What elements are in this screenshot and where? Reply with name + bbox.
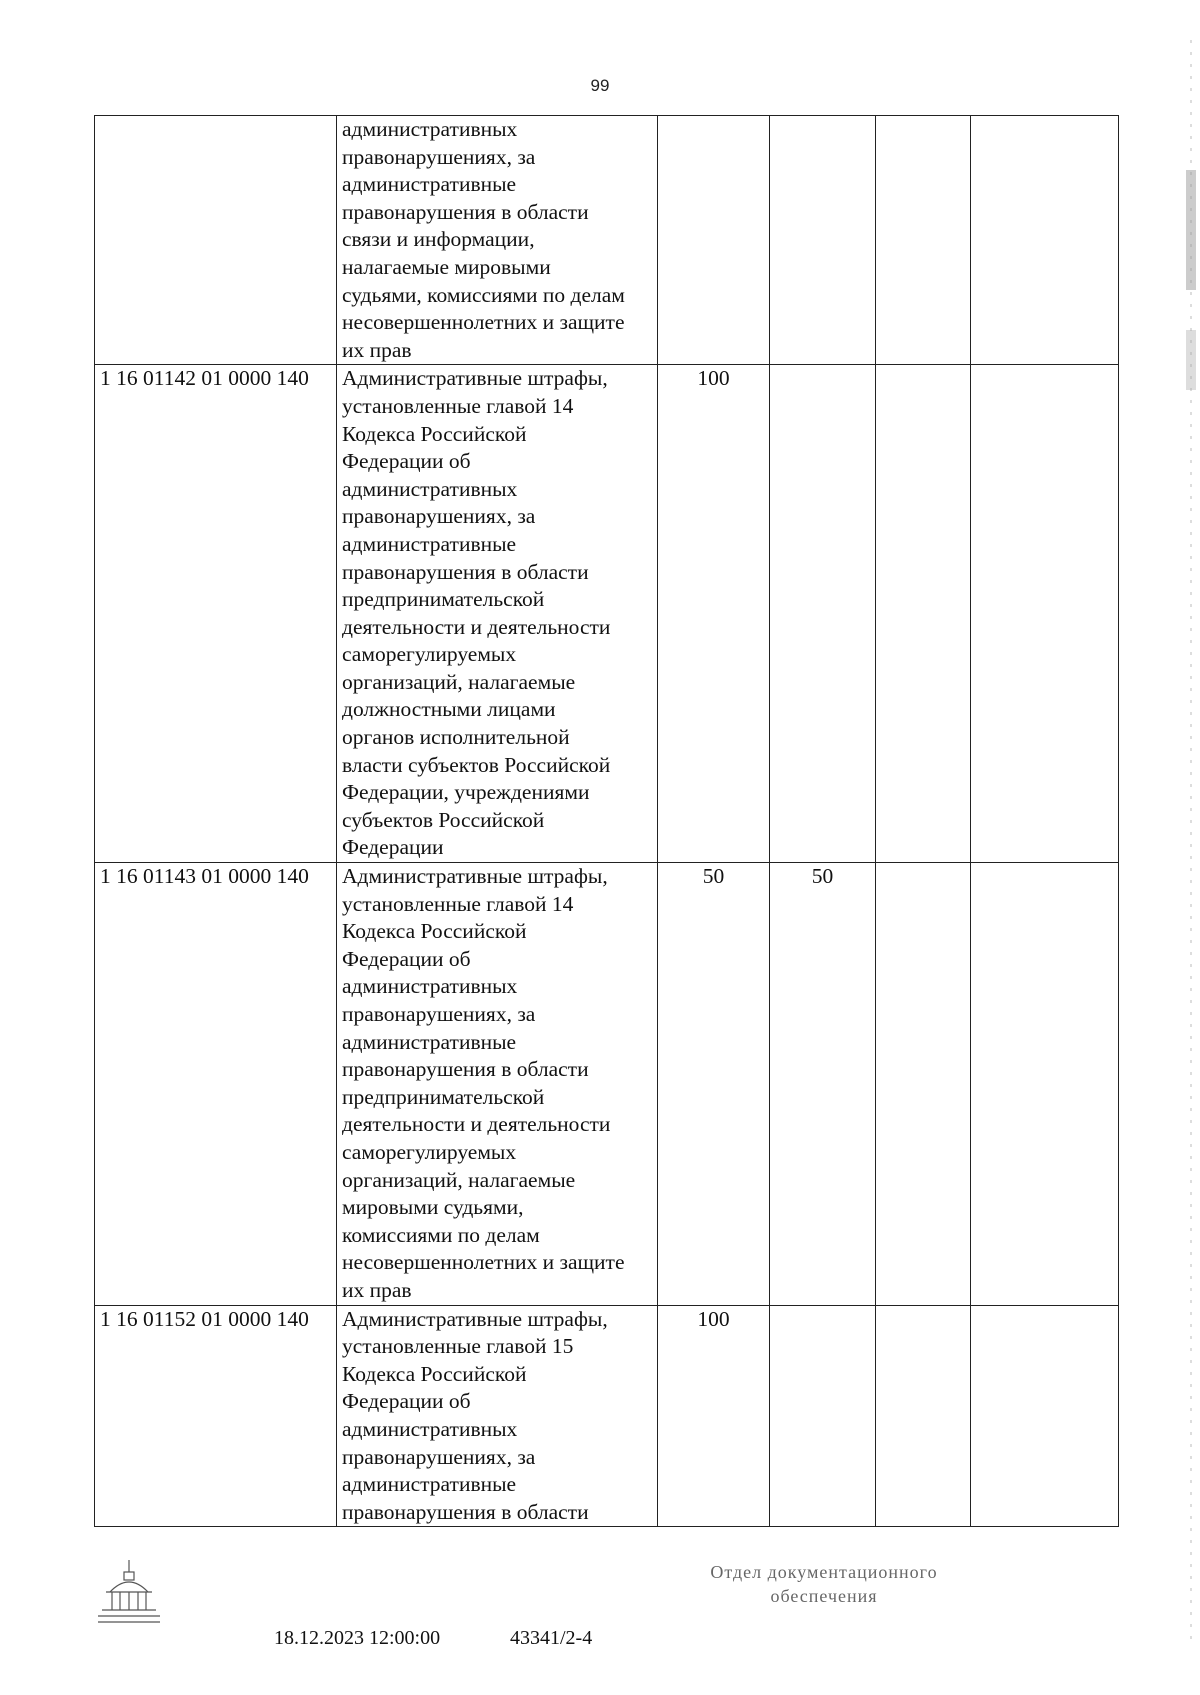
- code-cell: 1 16 01143 01 0000 140: [95, 863, 337, 1306]
- value-cell-col4: 50: [770, 863, 876, 1306]
- code-cell: 1 16 01152 01 0000 140: [95, 1305, 337, 1527]
- description-cell: Административные штрафы, установленные главой 15 Кодекса Российской Федерации об административных правонарушениях, за административные правонарушения в области: [337, 1305, 658, 1527]
- value-cell-col6: [971, 365, 1119, 863]
- value-cell-col4: [770, 365, 876, 863]
- code-cell: 1 16 01142 01 0000 140: [95, 365, 337, 863]
- page-number: 99: [590, 76, 610, 95]
- value-cell-col3: 100: [658, 1305, 770, 1527]
- value-cell-col3: 100: [658, 365, 770, 863]
- value-cell-col3: [658, 116, 770, 365]
- description-cell: Административные штрафы, установленные главой 14 Кодекса Российской Федерации об административных правонарушениях, за административные правонарушения в области предпринимательской деятельности и деятельности саморегулируемых организаций, налагаемые мировыми судьями, комиссиями по делам несовершеннолетних и защите их прав: [337, 863, 658, 1306]
- scan-edge-artifact: [1182, 40, 1200, 1640]
- code-cell: [95, 116, 337, 365]
- value-cell-col6: [971, 116, 1119, 365]
- description-cell: Административные штрафы, установленные главой 14 Кодекса Российской Федерации об административных правонарушениях, за административные правонарушения в области предпринимательской деятельности и деятельности саморегулируемых организаций, налагаемые должностными лицами органов исполнительной власти субъектов Российской Федерации, учреждениями субъектов Российской Федерации: [337, 365, 658, 863]
- value-cell-col5: [876, 116, 971, 365]
- stamp-line-2: обеспечения: [770, 1586, 878, 1606]
- value-cell-col4: [770, 1305, 876, 1527]
- value-cell-col4: [770, 116, 876, 365]
- table-row: [95, 116, 1119, 365]
- parliament-building-emblem-icon: [96, 1558, 162, 1630]
- value-cell-col5: [876, 863, 971, 1306]
- value-cell-col5: [876, 365, 971, 863]
- description-cell: административных правонарушениях, за административные правонарушения в области связи и информации, налагаемые мировыми судьями, комиссиями по делам несовершеннолетних и защите их прав: [337, 116, 658, 365]
- footer-document-number: 43341/2-4: [510, 1627, 593, 1649]
- footer-date: 18.12.2023 12:00:00: [274, 1627, 441, 1649]
- value-cell-col6: [971, 863, 1119, 1306]
- value-cell-col3: 50: [658, 863, 770, 1306]
- table-row: [95, 365, 1119, 863]
- stamp-line-1: Отдел документационного: [710, 1562, 938, 1582]
- table-row: [95, 1305, 1119, 1527]
- value-cell-col6: [971, 1305, 1119, 1527]
- table-row: [95, 863, 1119, 1306]
- value-cell-col5: [876, 1305, 971, 1527]
- department-stamp: [664, 1560, 984, 1608]
- budget-code-table: [94, 115, 1119, 1527]
